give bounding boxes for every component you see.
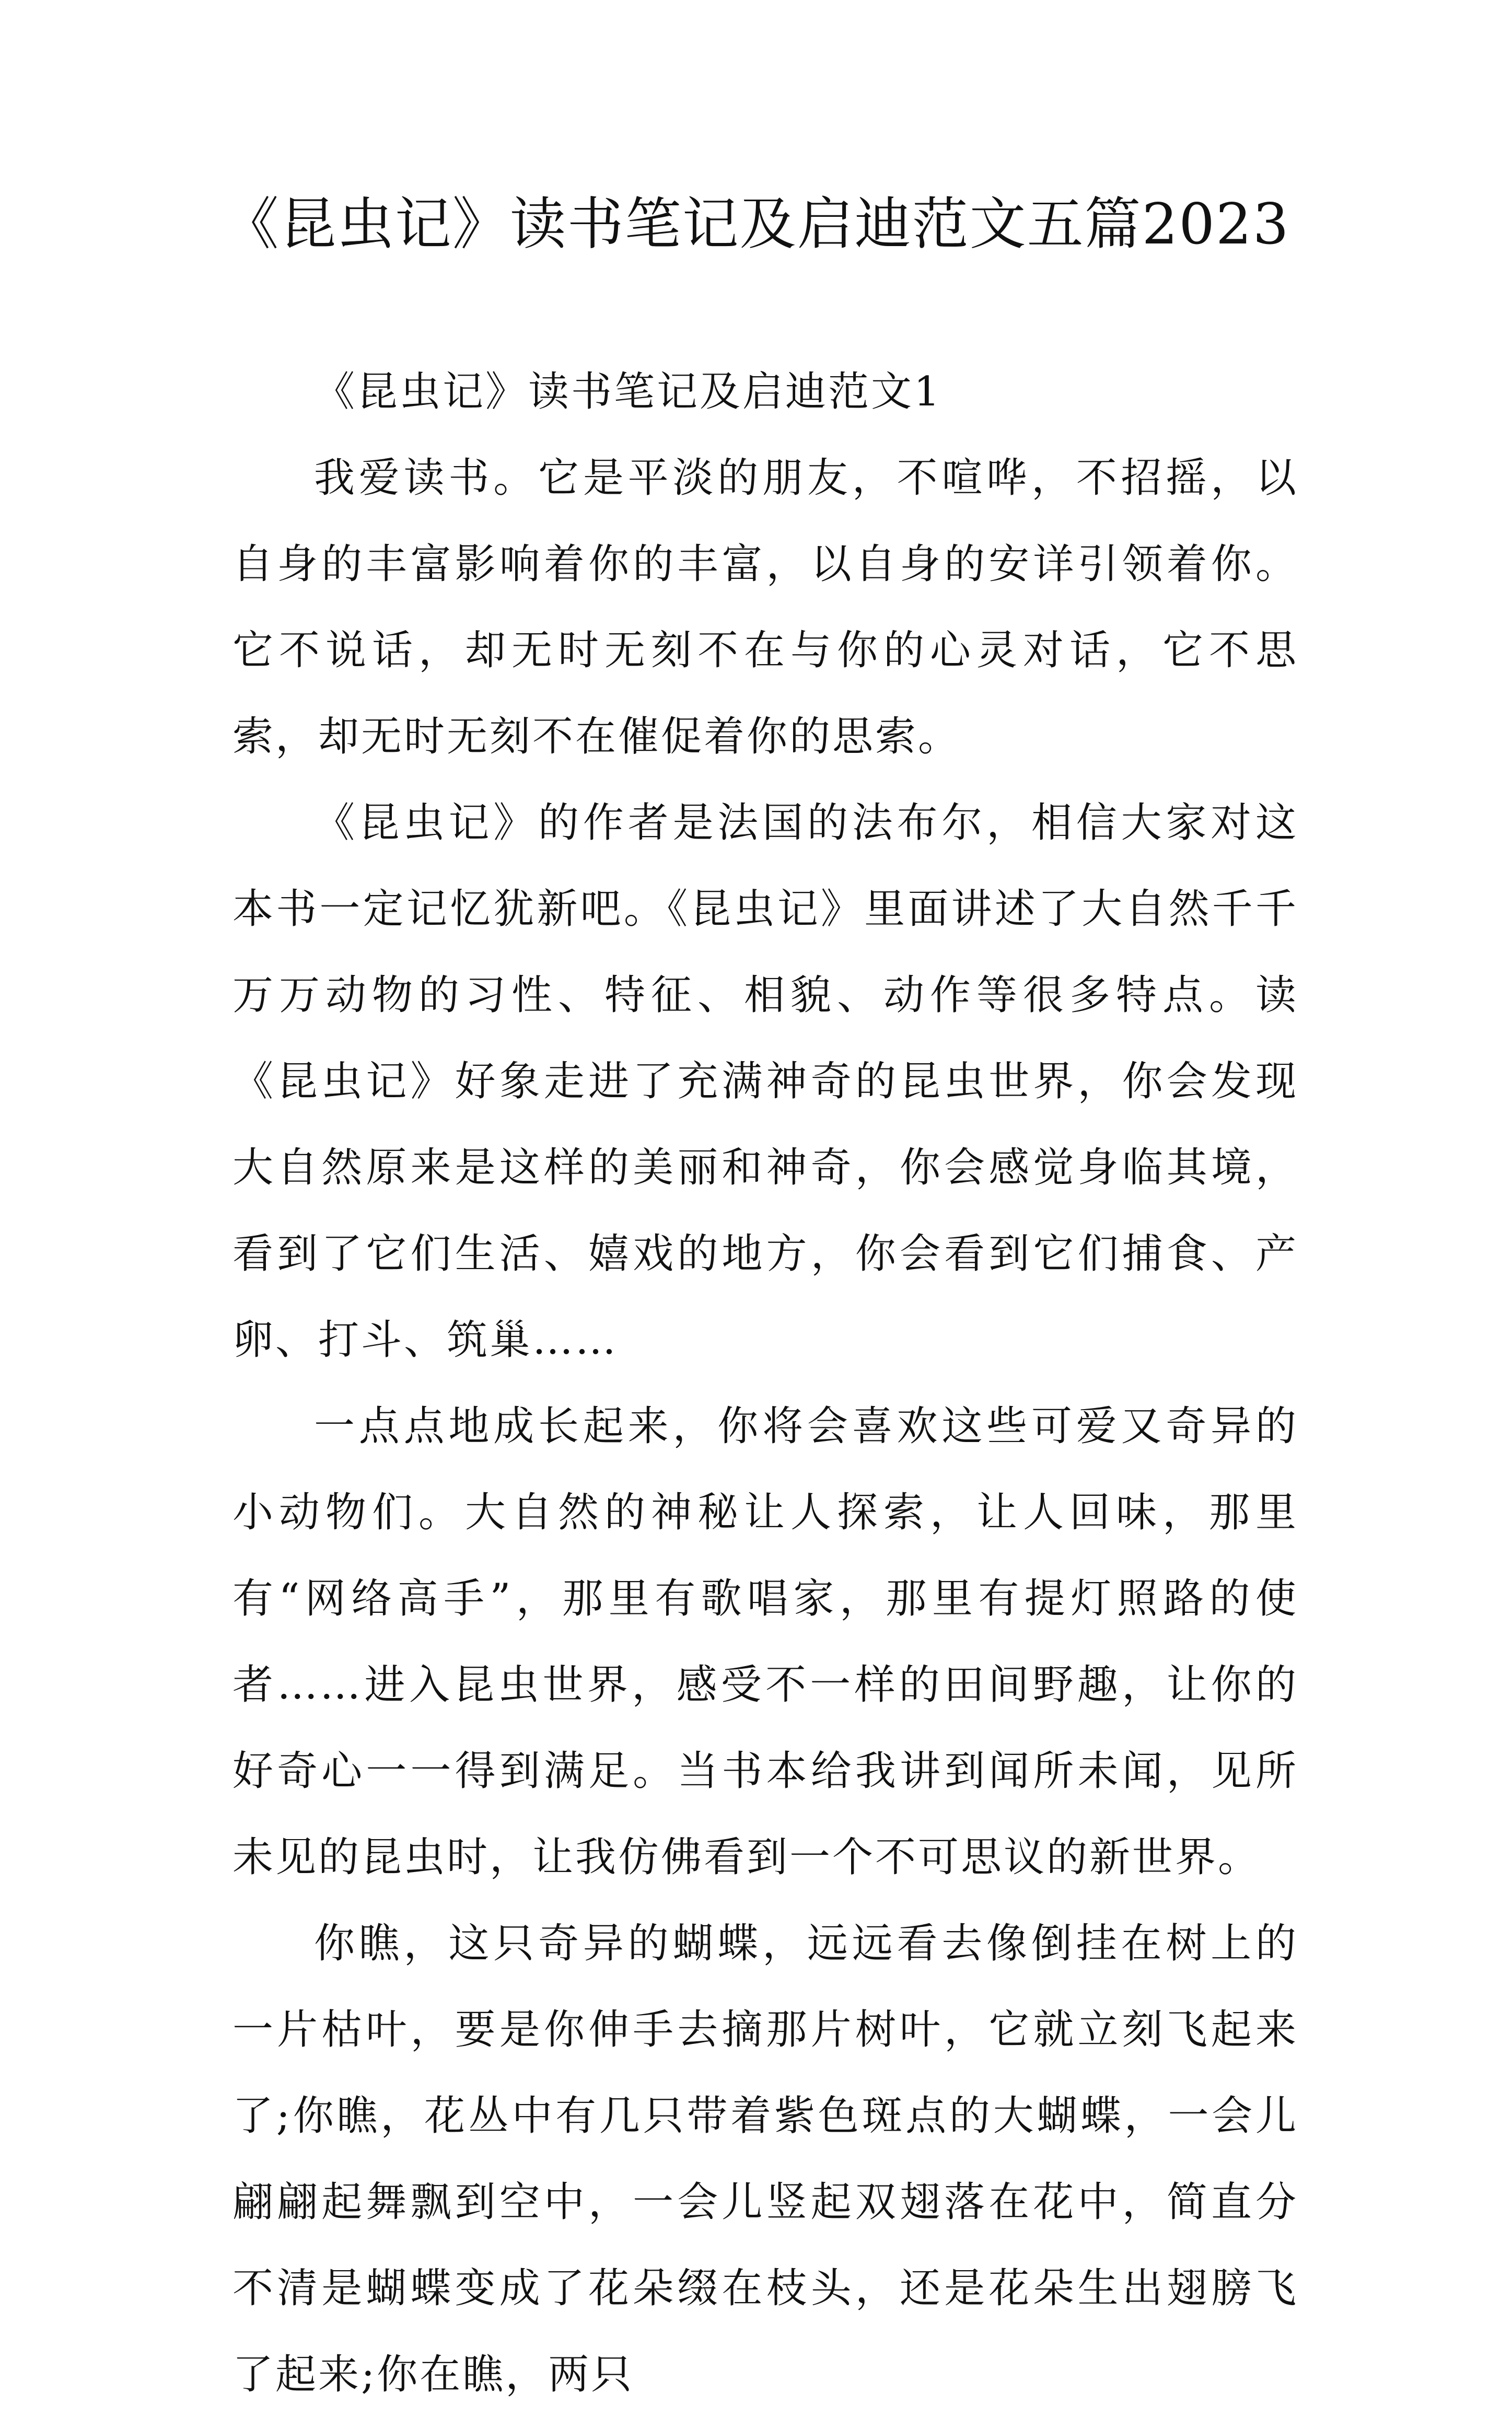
document-title: 《昆虫记》读书笔记及启迪范文五篇2023 xyxy=(222,192,1290,257)
paragraph: 一点点地成长起来，你将会喜欢这些可爱又奇异的小动物们。大自然的神秘让人探索，让人回味，那里有“网络高手”，那里有歌唱家，那里有提灯照路的使者……进入昆虫世界，感受不一样的田间野趣，让你的好奇心一一得到满足。当书本给我讲到闻所未闻，见所未见的昆虫时，让我仿佛看到一个不可思议的新世界。 xyxy=(232,1403,1298,1881)
paragraph: 你瞧，这只奇异的蝴蝶，远远看去像倒挂在树上的一片枯叶，要是你伸手去摘那片树叶，它就立刻飞起来了;你瞧，花丛中有几只带着紫色斑点的大蝴蝶，一会儿翩翩起舞飘到空中，一会儿竖起双翅落在花中，简直分不清是蝴蝶变成了花朵缀在枝头，还是花朵生出翅膀飞了起来;你在瞧，两只 xyxy=(232,1920,1298,2398)
section-heading: 《昆虫记》读书笔记及启迪范文1 xyxy=(314,368,942,415)
document-body xyxy=(232,349,1298,2418)
paragraph: 《昆虫记》的作者是法国的法布尔，相信大家对这本书一定记忆犹新吧。《昆虫记》里面讲述了大自然千千万万动物的习性、特征、相貌、动作等很多特点。读《昆虫记》好象走进了充满神奇的昆虫世界，你会发现大自然原来是这样的美丽和神奇，你会感觉身临其境，看到了它们生活、嬉戏的地方，你会看到它们捕食、产卵、打斗、筑巢…… xyxy=(232,799,1298,1364)
paragraph: 我爱读书。它是平淡的朋友，不喧哗，不招摇，以自身的丰富影响着你的丰富，以自身的安详引领着你。它不说话，却无时无刻不在与你的心灵对话，它不思索，却无时无刻不在催促着你的思索。 xyxy=(232,455,1298,760)
